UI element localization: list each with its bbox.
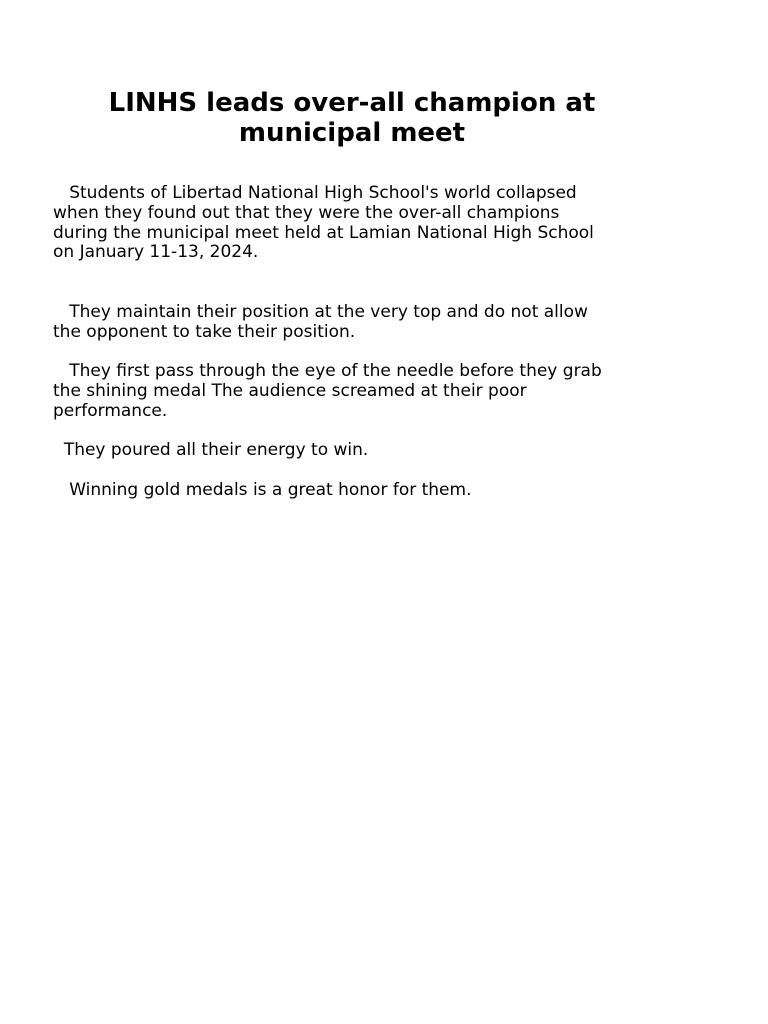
article-paragraph: They poured all their energy to win. xyxy=(53,440,369,461)
article-paragraph: Students of Libertad National High School's world collapsed when they found out that they were the over-all champions during the municipal meet held at Lamian National High School on January 11-13, 2024. xyxy=(53,183,594,263)
article-paragraph: They maintain their position at the very top and do not allow the opponent to take their position. xyxy=(53,301,588,342)
article-paragraph: They first pass through the eye of the needle before they grab the shining medal The audience screamed at their poor performance. xyxy=(53,361,602,421)
article-body xyxy=(53,184,653,501)
article-headline: LINHS leads over-all champion at municipal meet xyxy=(108,88,596,148)
article-paragraph: Winning gold medals is a great honor for them. xyxy=(53,479,472,500)
